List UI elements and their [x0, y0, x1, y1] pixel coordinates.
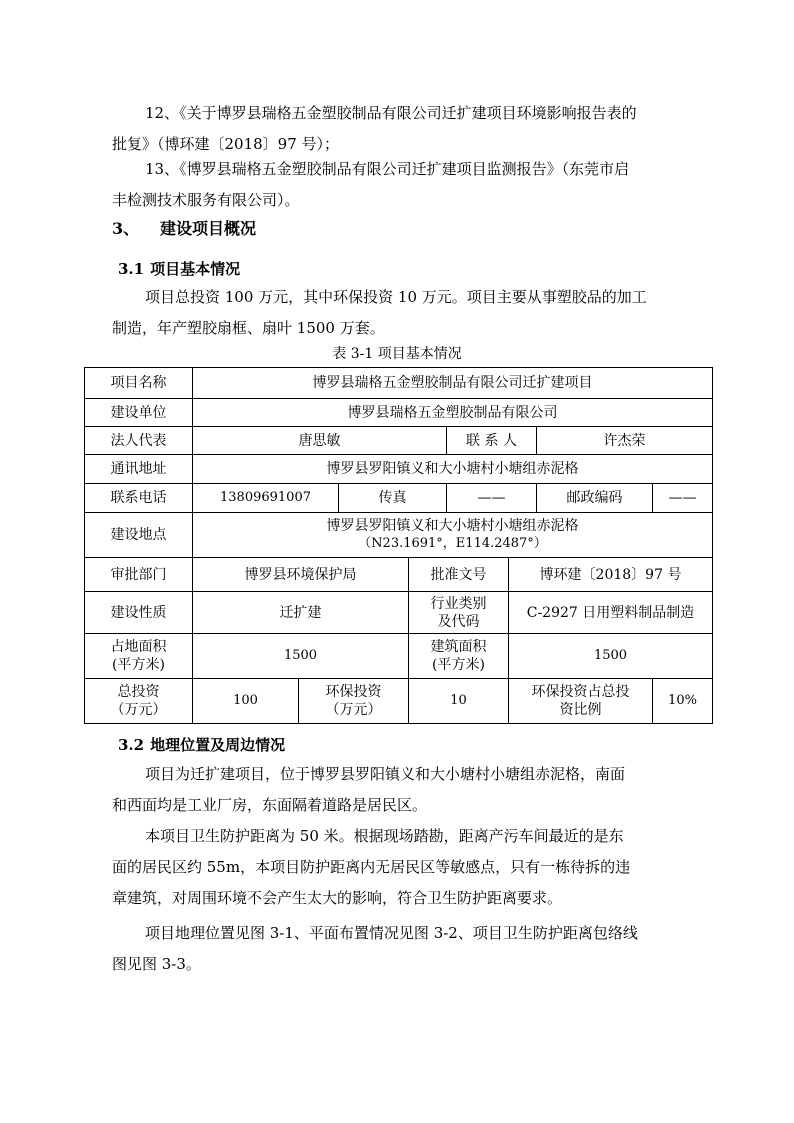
table-row — [85, 368, 713, 399]
site-value-line-2: （N23.1691°，E114.2487°） — [358, 536, 547, 551]
legal-rep-label: 法人代表 — [85, 427, 193, 455]
postcode-label: 邮政编码 — [537, 484, 653, 513]
section-3-1-heading — [118, 257, 240, 281]
fax-value: —— — [447, 484, 537, 513]
section-3-1-paragraph — [112, 282, 694, 344]
total-investment-label-line-1: 总投资 — [117, 684, 160, 700]
project-name-value: 博罗县瑞格五金塑胶制品有限公司迁扩建项目 — [193, 368, 713, 399]
table-row — [85, 455, 713, 484]
table-caption: 表 3-1 项目基本情况 — [332, 346, 462, 362]
site-value-line-1: 博罗县罗阳镇义和大小塘村小塘组赤泥格 — [326, 518, 579, 534]
section-3-2-paragraph-2-line-3: 章建筑，对周围环境不会产生太大的影响，符合卫生防护距离要求。 — [112, 889, 563, 907]
approval-no-label: 批准文号 — [409, 558, 509, 592]
site-label: 建设地点 — [85, 513, 193, 558]
total-investment-label-line-2: （万元） — [110, 702, 167, 718]
section-3-2-number: 3.2 — [118, 736, 145, 754]
table-row — [85, 513, 713, 558]
table-row — [85, 592, 713, 634]
table-row — [85, 634, 713, 679]
floor-area-label-line-2: (平方米) — [432, 657, 485, 673]
land-area-label-line-2: (平方米) — [112, 657, 165, 673]
section-3-2-paragraph-1-line-2: 和西面均是工业厂房，东面隔着道路是居民区。 — [112, 796, 428, 814]
total-investment-label — [85, 679, 193, 724]
nature-label: 建设性质 — [85, 592, 193, 634]
section-3-2-heading — [118, 733, 285, 757]
contact-label: 联 系 人 — [447, 427, 537, 455]
legal-rep-value: 唐思敏 — [193, 427, 447, 455]
project-info-table — [84, 367, 713, 724]
builder-value: 博罗县瑞格五金塑胶制品有限公司 — [193, 399, 713, 427]
approval-dept-label: 审批部门 — [85, 558, 193, 592]
section-3-2-paragraph-1 — [112, 759, 694, 821]
floor-area-value: 1500 — [509, 634, 713, 679]
contact-value: 许杰荣 — [537, 427, 713, 455]
land-area-label-line-1: 占地面积 — [110, 639, 167, 655]
env-ratio-label — [509, 679, 653, 724]
floor-area-label — [409, 634, 509, 679]
site-value — [193, 513, 713, 558]
land-area-label — [85, 634, 193, 679]
section-3-heading — [112, 215, 256, 243]
approval-dept-value: 博罗县环境保护局 — [193, 558, 409, 592]
table-row — [85, 399, 713, 427]
section-3-1-paragraph-line-1: 项目总投资 100 万元，其中环保投资 10 万元。项目主要从事塑胶品的加工 — [145, 288, 647, 306]
reference-item-12-line-2: 批复》（博环建〔2018〕97 号）； — [112, 135, 340, 153]
env-investment-label-line-2: （万元） — [325, 702, 382, 718]
table-row — [85, 679, 713, 724]
table-row — [85, 558, 713, 592]
section-3-2-title: 地理位置及周边情况 — [150, 736, 286, 754]
env-investment-label-line-1: 环保投资 — [325, 684, 382, 700]
section-3-title: 建设项目概况 — [160, 219, 257, 238]
section-3-number: 3、 — [112, 219, 140, 238]
total-investment-value: 100 — [193, 679, 299, 724]
section-3-2-paragraph-3-line-2: 图见图 3-3。 — [112, 955, 201, 973]
nature-value: 迁扩建 — [193, 592, 409, 634]
env-investment-value: 10 — [409, 679, 509, 724]
reference-item-13-line-1: 13、《博罗县瑞格五金塑胶制品有限公司迁扩建项目监测报告》（东莞市启 — [145, 160, 630, 178]
phone-value: 13809691007 — [193, 484, 339, 513]
table-row — [85, 484, 713, 513]
section-3-1-paragraph-line-2: 制造，年产塑胶扇框、扇叶 1500 万套。 — [112, 319, 385, 337]
section-3-2-paragraph-2-line-2: 面的居民区约 55m，本项目防护距离内无居民区等敏感点，只有一栋待拆的违 — [112, 858, 631, 876]
postcode-value: —— — [653, 484, 713, 513]
env-ratio-value: 10% — [653, 679, 713, 724]
section-3-2-paragraph-2 — [112, 821, 694, 914]
land-area-value: 1500 — [193, 634, 409, 679]
table-row — [85, 427, 713, 455]
reference-item-12 — [112, 98, 694, 160]
reference-item-12-line-1: 12、《关于博罗县瑞格五金塑胶制品有限公司迁扩建项目环境影响报告表的 — [145, 104, 637, 122]
env-investment-label — [299, 679, 409, 724]
address-label: 通讯地址 — [85, 455, 193, 484]
reference-item-13-line-2: 丰检测技术服务有限公司）。 — [112, 191, 300, 209]
phone-label: 联系电话 — [85, 484, 193, 513]
builder-label: 建设单位 — [85, 399, 193, 427]
section-3-1-number: 3.1 — [118, 260, 145, 278]
fax-label: 传真 — [339, 484, 447, 513]
approval-no-value: 博环建〔2018〕97 号 — [509, 558, 713, 592]
floor-area-label-line-1: 建筑面积 — [430, 639, 487, 655]
section-3-2-paragraph-1-line-1: 项目为迁扩建项目，位于博罗县罗阳镇义和大小塘村小塘组赤泥格，南面 — [145, 765, 626, 783]
env-ratio-label-line-2: 资比例 — [559, 702, 602, 718]
project-name-label: 项目名称 — [85, 368, 193, 399]
industry-value: C-2927 日用塑料制品制造 — [509, 592, 713, 634]
section-3-2-paragraph-2-line-1: 本项目卫生防护距离为 50 米。根据现场踏勘，距离产污车间最近的是东 — [145, 827, 624, 845]
industry-label-line-1: 行业类别 — [430, 595, 487, 612]
reference-item-13 — [112, 154, 694, 216]
section-3-2-paragraph-3-line-1: 项目地理位置见图 3-1、平面布置情况见图 3-2、项目卫生防护距离包络线 — [145, 924, 638, 942]
env-ratio-label-line-1: 环保投资占总投 — [531, 684, 630, 700]
section-3-2-paragraph-3 — [112, 918, 694, 980]
section-3-1-title: 项目基本情况 — [150, 260, 241, 278]
address-value: 博罗县罗阳镇义和大小塘村小塘组赤泥格 — [193, 455, 713, 484]
industry-label-line-2: 及代码 — [437, 613, 480, 630]
industry-label — [409, 592, 509, 634]
